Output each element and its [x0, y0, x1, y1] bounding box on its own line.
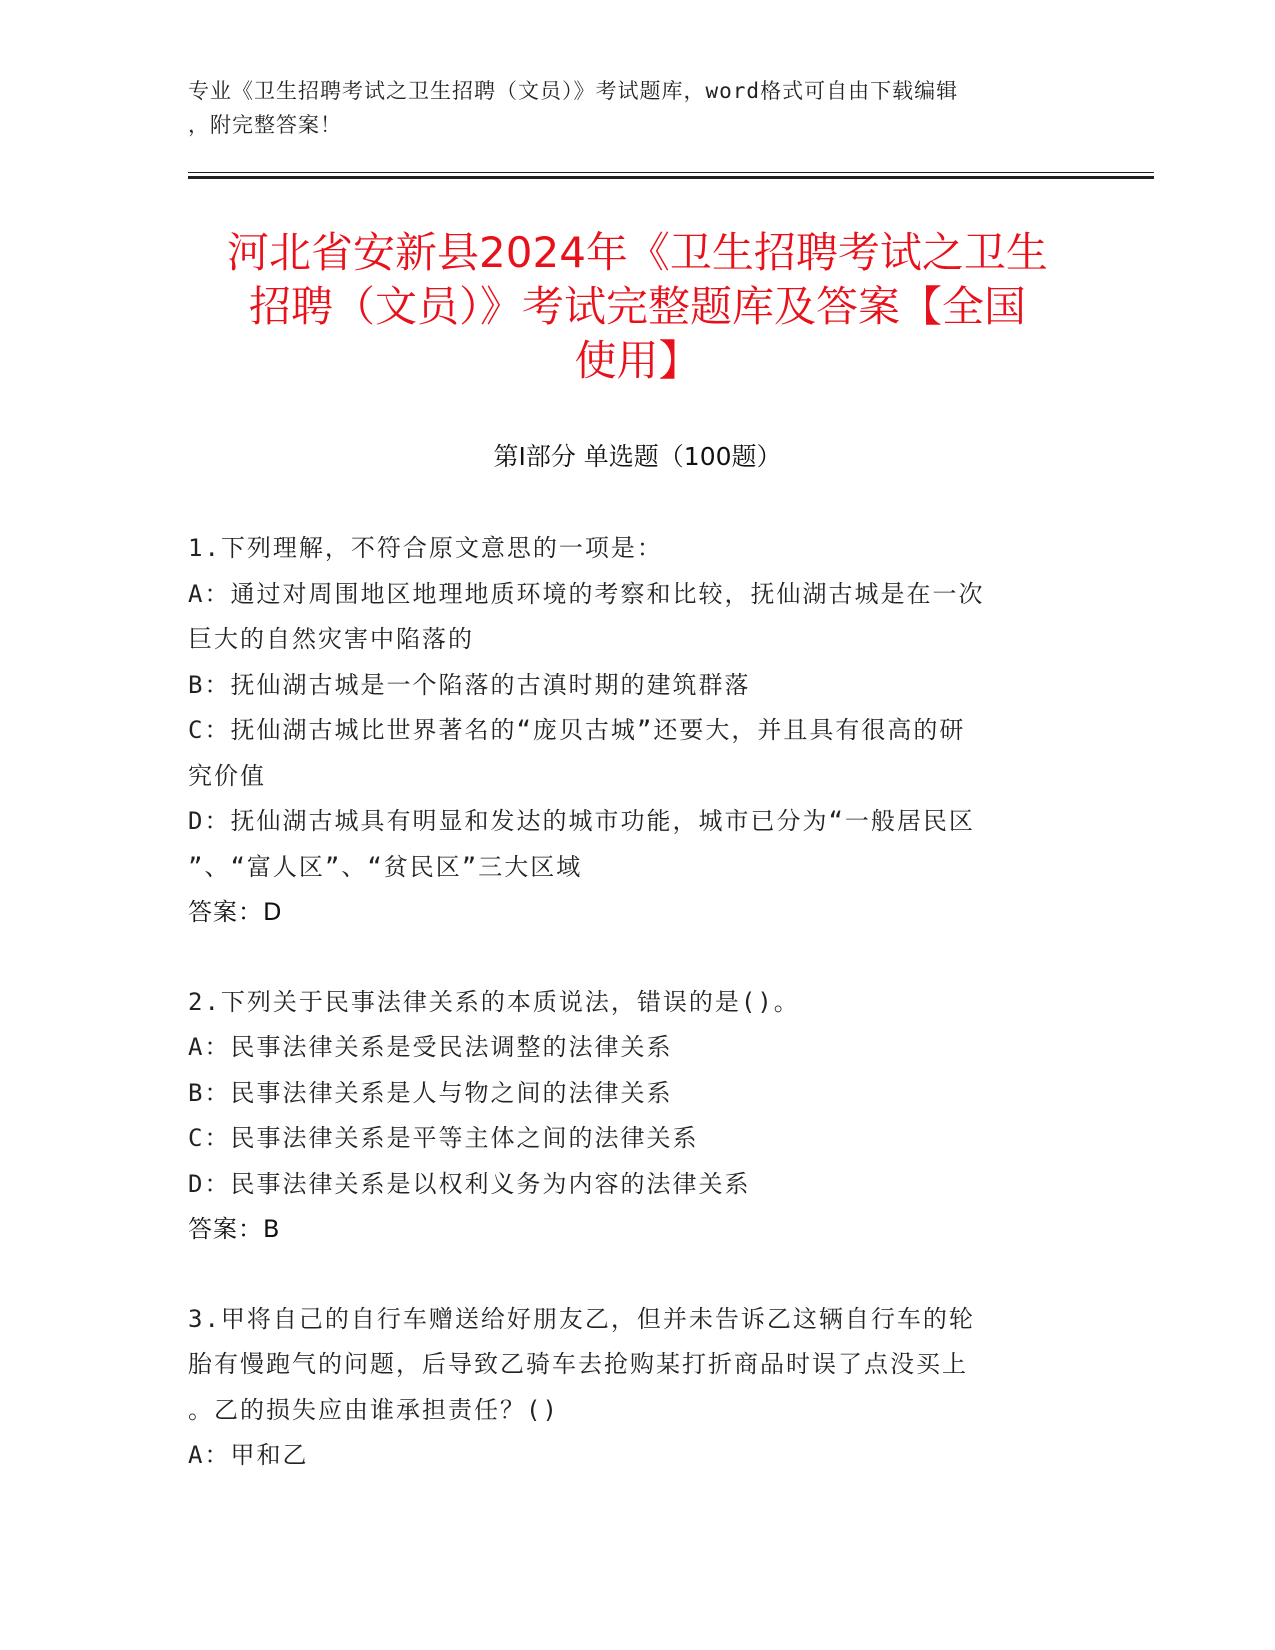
document-title-line-1: 河北省安新县2024年《卫生招聘考试之卫生 — [227, 228, 1048, 277]
document-title-line-2: 招聘（文员）》考试完整题库及答案【全国 — [248, 282, 1026, 331]
document-title — [180, 226, 1095, 388]
option-line: A：民事法律关系是受民法调整的法律关系 — [188, 1033, 673, 1061]
header-rule-thin — [188, 172, 1154, 173]
option-line: 巨大的自然灾害中陷落的 — [188, 625, 474, 653]
option-line: D：民事法律关系是以权利义务为内容的法律关系 — [188, 1169, 751, 1198]
question-stem: 3.甲将自己的自行车赠送给好朋友乙，但并未告诉乙这辆自行车的轮 — [188, 1304, 975, 1333]
option-line: 究价值 — [188, 761, 266, 790]
section-title: 第Ⅰ部分 单选题（100题） — [493, 442, 782, 471]
question-stem: 2.下列关于民事法律关系的本质说法，错误的是()。 — [188, 987, 800, 1016]
option-line: D：抚仙湖古城具有明显和发达的城市功能，城市已分为“一般居民区 — [188, 807, 975, 835]
option-line: ”、“富人区”、“贫民区”三大区域 — [188, 852, 583, 881]
question-stem: 。乙的损失应由谁承担责任？() — [188, 1395, 559, 1424]
question-1 — [188, 526, 1078, 936]
option-line: C：民事法律关系是平等主体之间的法律关系 — [188, 1124, 699, 1152]
option-line: B：抚仙湖古城是一个陷落的古滇时期的建筑群落 — [188, 670, 751, 699]
header-note-line-1: 专业《卫生招聘考试之卫生招聘（文员）》考试题库，word格式可自由下载编辑 — [188, 79, 959, 103]
option-line: A：通过对周围地区地理地质环境的考察和比较，抚仙湖古城是在一次 — [188, 579, 985, 608]
answer-line: 答案：B — [188, 1215, 281, 1243]
question-list — [188, 526, 1078, 1523]
question-stem: 1.下列理解，不符合原文意思的一项是： — [188, 534, 663, 562]
document-title-line-3: 使用】 — [574, 336, 701, 385]
question-2 — [188, 980, 1078, 1253]
header-rule-thick — [188, 176, 1154, 179]
answer-line: 答案：D — [188, 898, 283, 926]
option-line: B：民事法律关系是人与物之间的法律关系 — [188, 1078, 673, 1107]
header-note-line-2: ，附完整答案！ — [188, 113, 342, 137]
question-stem: 胎有慢跑气的问题，后导致乙骑车去抢购某打折商品时误了点没买上 — [188, 1350, 968, 1378]
header-note — [188, 74, 1068, 142]
question-3 — [188, 1297, 1078, 1479]
option-line: A：甲和乙 — [188, 1441, 309, 1469]
option-line: C：抚仙湖古城比世界著名的“庞贝古城”还要大，并且具有很高的研 — [188, 716, 966, 744]
